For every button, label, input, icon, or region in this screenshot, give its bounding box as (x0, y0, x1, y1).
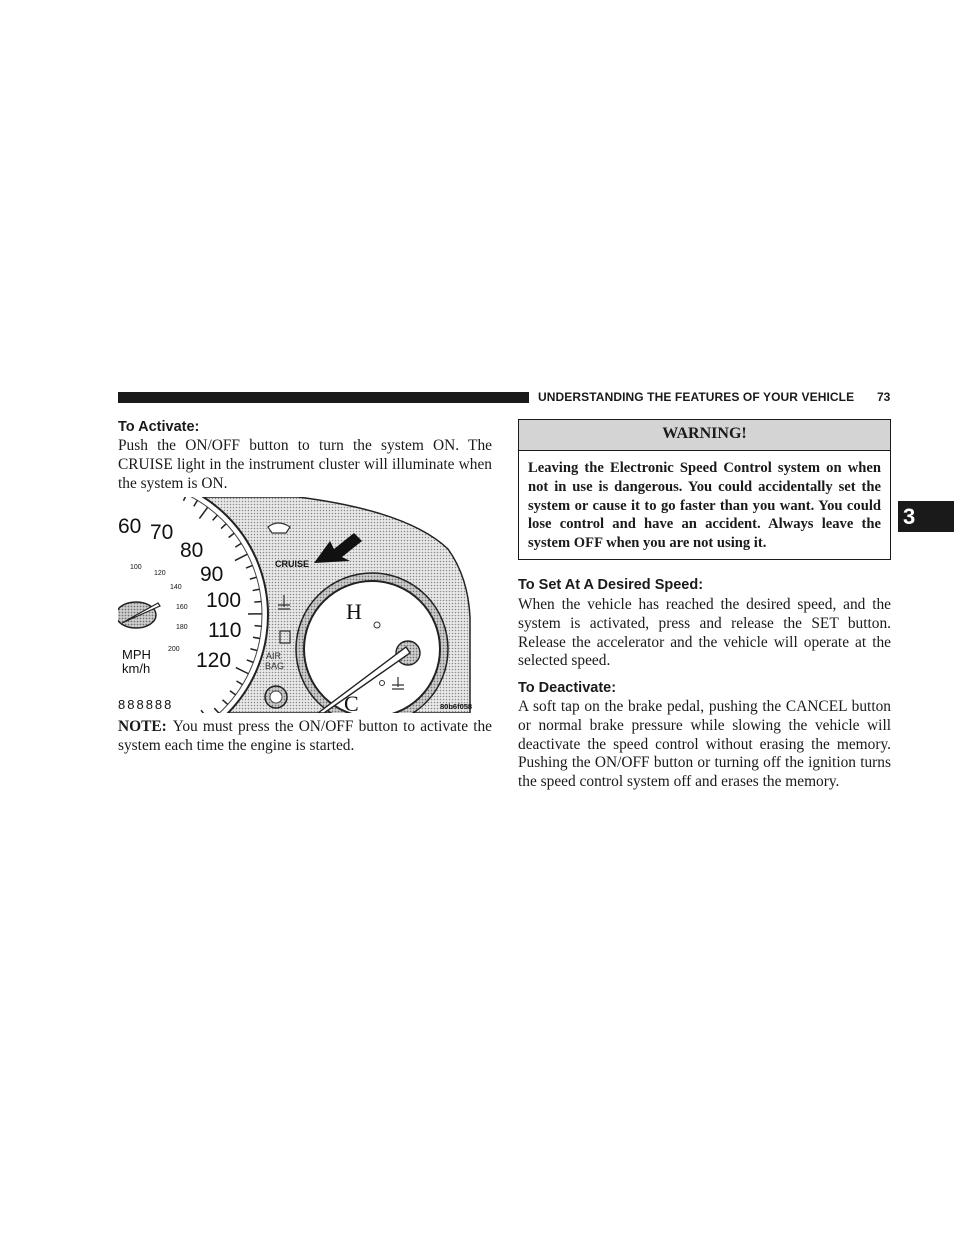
page-number: 73 (877, 390, 891, 404)
airbag-label-line1: AIR (266, 651, 282, 661)
activate-paragraph: Push the ON/OFF button to turn the system ON. The CRUISE light in the instrument cluster will illuminate when the system is ON. (118, 437, 492, 492)
washer-icon (268, 523, 290, 533)
running-header-title: UNDERSTANDING THE FEATURES OF YOUR VEHICLE (538, 390, 855, 404)
note-paragraph (118, 718, 492, 756)
kmh-label-160: 160 (176, 604, 188, 611)
kmh-label-140: 140 (170, 584, 182, 591)
kmh-label-200: 200 (168, 646, 180, 653)
set-speed-heading: To Set At A Desired Speed: (518, 577, 704, 593)
speedometer-tick (254, 601, 261, 602)
speed-label-110: 110 (208, 619, 242, 642)
speed-label-100: 100 (206, 589, 242, 612)
warning-text: Leaving the Electronic Speed Control system on when not in use is dangerous. You could accidentally set the system or cause it to go faster than you want. You could lose control and have an accident. Always leave the system OFF when you are not using it. (528, 460, 881, 552)
deactivate-heading: To Deactivate: (518, 680, 617, 696)
note-text: You must press the ON/OFF button to activate the system each time the engine is started. (118, 718, 492, 754)
note-label: NOTE: (118, 718, 167, 735)
speed-label-60: 60 (118, 515, 142, 538)
kmh-label-180: 180 (176, 624, 188, 631)
set-speed-paragraph: When the vehicle has reached the desired speed, and the system is activated, press and release the SET button. Release the accelerator and the vehicle will operate at the selected speed. (518, 596, 891, 670)
speed-label-80: 80 (180, 539, 204, 562)
figure-code: 80b6f058 (440, 702, 473, 711)
temp-gauge-cold: C (344, 691, 359, 713)
unit-kmh: km/h (122, 661, 151, 676)
speed-label-90: 90 (200, 563, 224, 586)
kmh-label-120: 120 (154, 570, 166, 577)
warning-title: WARNING! (519, 420, 890, 451)
temp-gauge-high: H (346, 599, 362, 624)
speedometer-tick (255, 626, 262, 627)
instrument-cluster-illustration (118, 497, 492, 713)
unit-mph: MPH (122, 647, 151, 662)
chapter-tab[interactable]: 3 (898, 501, 954, 532)
activate-heading: To Activate: (118, 419, 200, 435)
cruise-indicator-label: CRUISE (275, 559, 310, 569)
speed-label-70: 70 (150, 521, 174, 544)
airbag-label-line2: BAG (265, 661, 285, 671)
instrument-cluster-figure (118, 497, 492, 713)
deactivate-paragraph: A soft tap on the brake pedal, pushing the CANCEL button or normal brake pressure while slowing the vehicle will deactivate the speed control without erasing the memory. Pushing the ON/OFF button or turning off the ignition turns the speed control system off and erases the memory. (518, 698, 891, 791)
speed-label-120: 120 (196, 649, 232, 672)
warning-box (518, 419, 891, 560)
kmh-label-100: 100 (130, 564, 142, 571)
odometer-readout: 888888 (118, 697, 174, 712)
header-rule (118, 392, 529, 403)
